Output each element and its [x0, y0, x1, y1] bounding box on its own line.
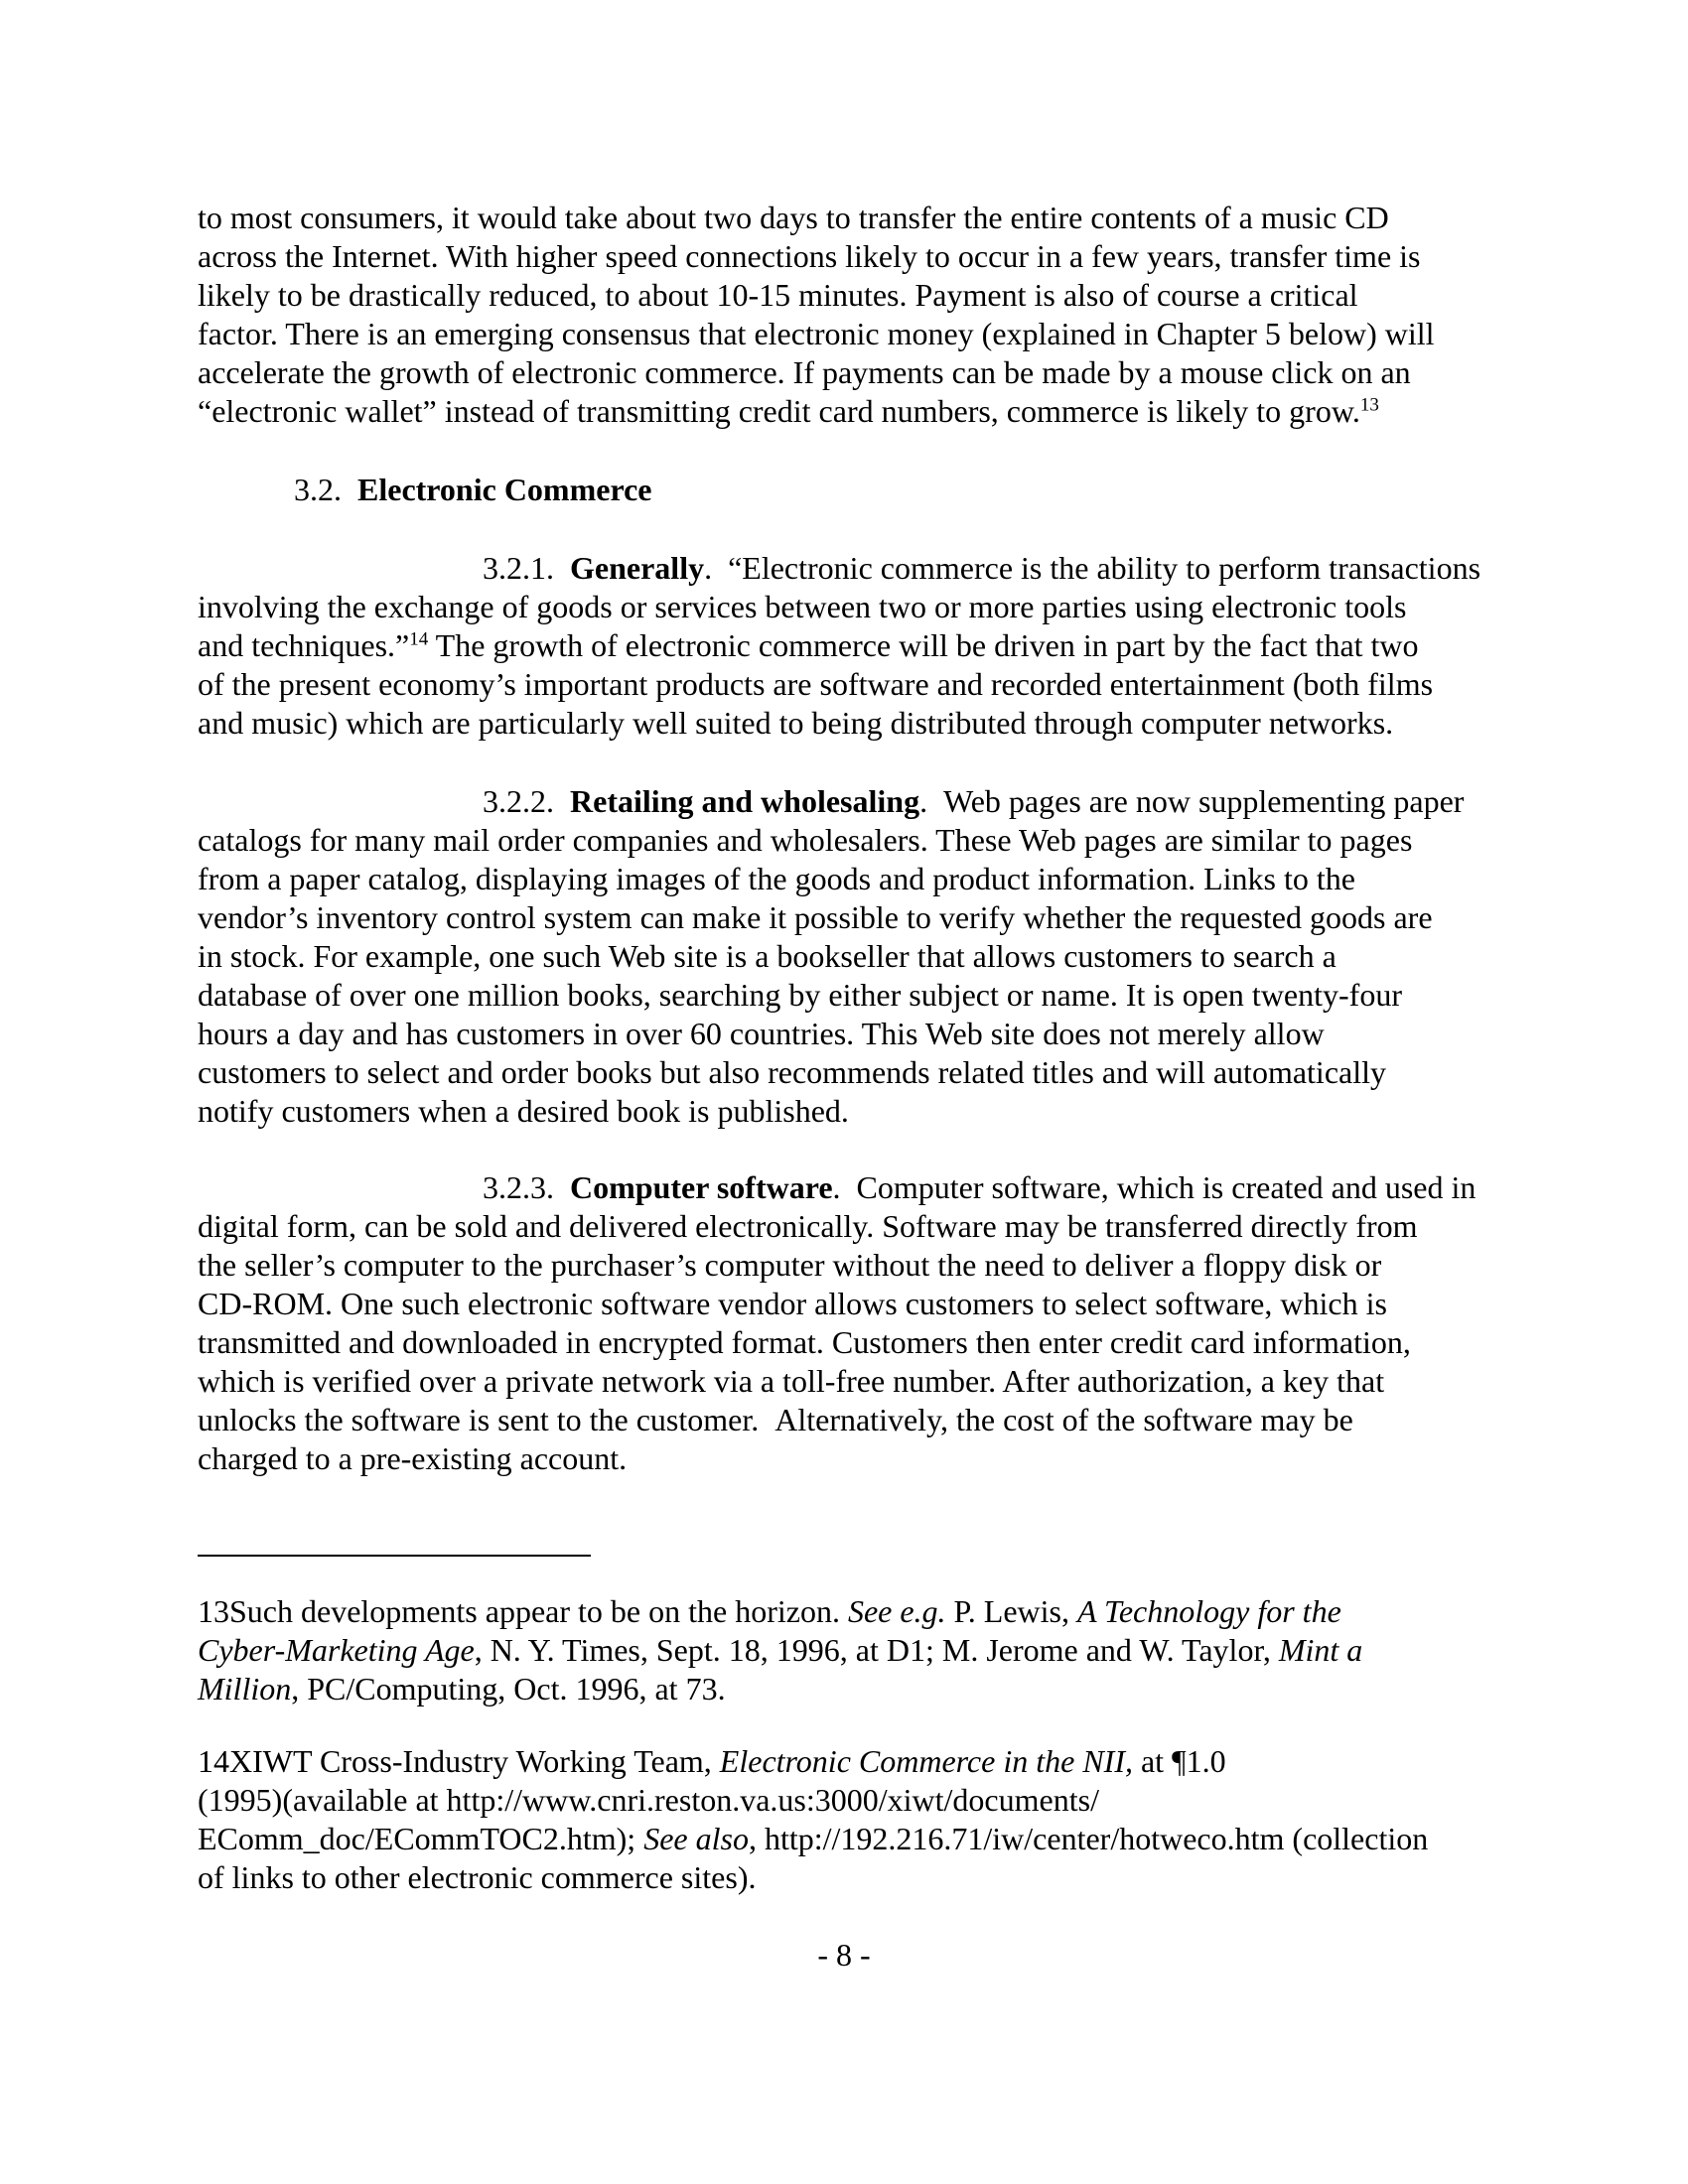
text-line	[198, 1858, 1488, 1897]
text-line	[198, 199, 1488, 237]
page-number: - 8 -	[817, 1937, 871, 1973]
footnote-ref: 14	[409, 628, 429, 650]
text-line	[198, 1362, 1488, 1401]
text-segment: 14XIWT Cross-Industry Working Team,	[198, 1743, 720, 1779]
paragraph-intro	[198, 199, 1488, 431]
text-segment: vendor’s inventory control system can make it possible to verify whether the requested goods are	[198, 899, 1433, 935]
text-line	[198, 1285, 1488, 1323]
text-segment: 3.2.1.	[483, 550, 570, 586]
text-segment: which is verified over a private network via a toll-free number. After authorization, a key that	[198, 1363, 1385, 1399]
text-segment: factor. There is an emerging consensus that electronic money (explained in Chapter 5 below) will	[198, 316, 1435, 351]
text-segment: transmitted and downloaded in encrypted format. Customers then enter credit card information,	[198, 1324, 1411, 1360]
text-segment: (1995)(available at http://www.cnri.reston.va.us:3000/xiwt/documents/	[198, 1782, 1099, 1818]
text-segment: of the present economy’s important products are software and recorded entertainment (both films	[198, 666, 1434, 702]
section-heading-3-2	[294, 471, 1585, 509]
text-line	[198, 976, 1488, 1015]
paragraph-3-2-1-generally	[198, 549, 1488, 743]
italic-text: Mint a	[1278, 1632, 1363, 1668]
paragraph-3-2-2-retailing	[198, 782, 1488, 1131]
text-segment: customers to select and order books but also recommends related titles and will automatically	[198, 1054, 1386, 1090]
text-line	[198, 860, 1488, 898]
text-segment: digital form, can be sold and delivered electronically. Software may be transferred directly from	[198, 1208, 1418, 1244]
text-line	[198, 1742, 1488, 1781]
text-line	[198, 898, 1488, 937]
text-segment: . Web pages are now supplementing paper	[919, 783, 1465, 819]
text-segment: The growth of electronic commerce will be driven in part by the fact that two	[428, 627, 1419, 663]
text-line	[198, 1670, 1488, 1708]
text-line	[198, 1092, 1488, 1131]
text-line	[198, 704, 1488, 743]
text-segment: of links to other electronic commerce sites).	[198, 1859, 757, 1895]
footnote-13	[198, 1592, 1488, 1708]
text-segment: notify customers when a desired book is published.	[198, 1093, 849, 1129]
text-line	[198, 665, 1488, 704]
text-line	[198, 1246, 1488, 1285]
text-segment: CD-ROM. One such electronic software vendor allows customers to select software, which is	[198, 1286, 1387, 1321]
text-segment: from a paper catalog, displaying images of the goods and product information. Links to the	[198, 861, 1355, 896]
text-segment: 3.2.2.	[483, 783, 570, 819]
text-segment: involving the exchange of goods or services between two or more parties using electronic tools	[198, 589, 1407, 624]
text-line	[198, 1168, 1488, 1207]
text-segment: , PC/Computing, Oct. 1996, at 73.	[291, 1671, 726, 1706]
text-line	[198, 1401, 1488, 1439]
text-line	[294, 471, 1585, 509]
text-line	[198, 937, 1488, 976]
text-segment: 13Such developments appear to be on the horizon.	[198, 1593, 848, 1629]
text-segment: across the Internet. With higher speed connections likely to occur in a few years, transfer time is	[198, 238, 1421, 274]
text-segment: likely to be drastically reduced, to about 10-15 minutes. Payment is also of course a critical	[198, 277, 1358, 313]
italic-text: Cyber-Marketing Age	[198, 1632, 475, 1668]
text-segment: and music) which are particularly well suited to being distributed through computer networks.	[198, 705, 1394, 741]
text-line	[198, 1631, 1488, 1670]
text-segment: accelerate the growth of electronic commerce. If payments can be made by a mouse click on an	[198, 354, 1411, 390]
text-line	[198, 1323, 1488, 1362]
italic-text: See e.g.	[847, 1593, 946, 1629]
text-segment: catalogs for many mail order companies and wholesalers. These Web pages are similar to pages	[198, 822, 1413, 858]
text-segment: , N. Y. Times, Sept. 18, 1996, at D1; M. Jerome and W. Taylor,	[474, 1632, 1279, 1668]
text-segment: . Computer software, which is created and used in	[832, 1169, 1477, 1205]
text-line	[198, 1207, 1488, 1246]
bold-heading-text: Electronic Commerce	[357, 472, 652, 507]
text-segment: “electronic wallet” instead of transmitting credit card numbers, commerce is likely to grow.	[198, 393, 1360, 429]
text-line	[198, 782, 1488, 821]
text-line	[198, 353, 1488, 392]
text-line	[198, 626, 1488, 665]
footnote-14	[198, 1742, 1488, 1897]
text-line	[198, 1053, 1488, 1092]
text-line	[198, 588, 1488, 626]
text-line	[198, 237, 1488, 276]
text-segment: P. Lewis,	[945, 1593, 1077, 1629]
text-segment: 3.2.	[294, 472, 357, 507]
text-line	[198, 392, 1488, 431]
text-line	[198, 1592, 1488, 1631]
text-line	[198, 1820, 1488, 1858]
bold-heading-text: Generally	[570, 550, 705, 586]
text-segment: . “Electronic commerce is the ability to perform transactions	[704, 550, 1481, 586]
text-segment: 3.2.3.	[483, 1169, 570, 1205]
italic-text: Electronic Commerce in the NII,	[719, 1743, 1133, 1779]
bold-heading-text: Computer software	[570, 1169, 833, 1205]
text-segment: , http://192.216.71/iw/center/hotweco.htm (collection	[748, 1821, 1429, 1856]
text-segment: database of over one million books, searching by either subject or name. It is open twenty-four	[198, 977, 1402, 1013]
italic-text: A Technology for the	[1077, 1593, 1341, 1629]
text-segment: to most consumers, it would take about two days to transfer the entire contents of a music CD	[198, 200, 1389, 235]
italic-text: Million	[198, 1671, 292, 1706]
text-segment: EComm_doc/ECommTOC2.htm);	[198, 1821, 644, 1856]
text-line	[198, 1015, 1488, 1053]
bold-heading-text: Retailing and wholesaling	[570, 783, 920, 819]
text-line	[198, 1439, 1488, 1478]
text-segment: at ¶1.0	[1132, 1743, 1226, 1779]
text-line	[198, 821, 1488, 860]
text-segment: unlocks the software is sent to the customer. Alternatively, the cost of the software may be	[198, 1402, 1353, 1437]
text-line	[198, 1781, 1488, 1820]
text-segment: and techniques.”	[198, 627, 410, 663]
footnote-separator	[198, 1555, 591, 1557]
text-segment: hours a day and has customers in over 60 countries. This Web site does not merely allow	[198, 1016, 1325, 1051]
text-segment: in stock. For example, one such Web site is a bookseller that allows customers to search a	[198, 938, 1336, 974]
text-line	[198, 276, 1488, 315]
text-line	[198, 315, 1488, 353]
footnote-ref: 13	[1359, 394, 1379, 416]
italic-text: See also	[643, 1821, 749, 1856]
text-line	[198, 549, 1488, 588]
text-segment: the seller’s computer to the purchaser’s computer without the need to deliver a floppy disk or	[198, 1247, 1382, 1283]
text-segment: charged to a pre-existing account.	[198, 1440, 628, 1476]
paragraph-3-2-3-software	[198, 1168, 1488, 1478]
